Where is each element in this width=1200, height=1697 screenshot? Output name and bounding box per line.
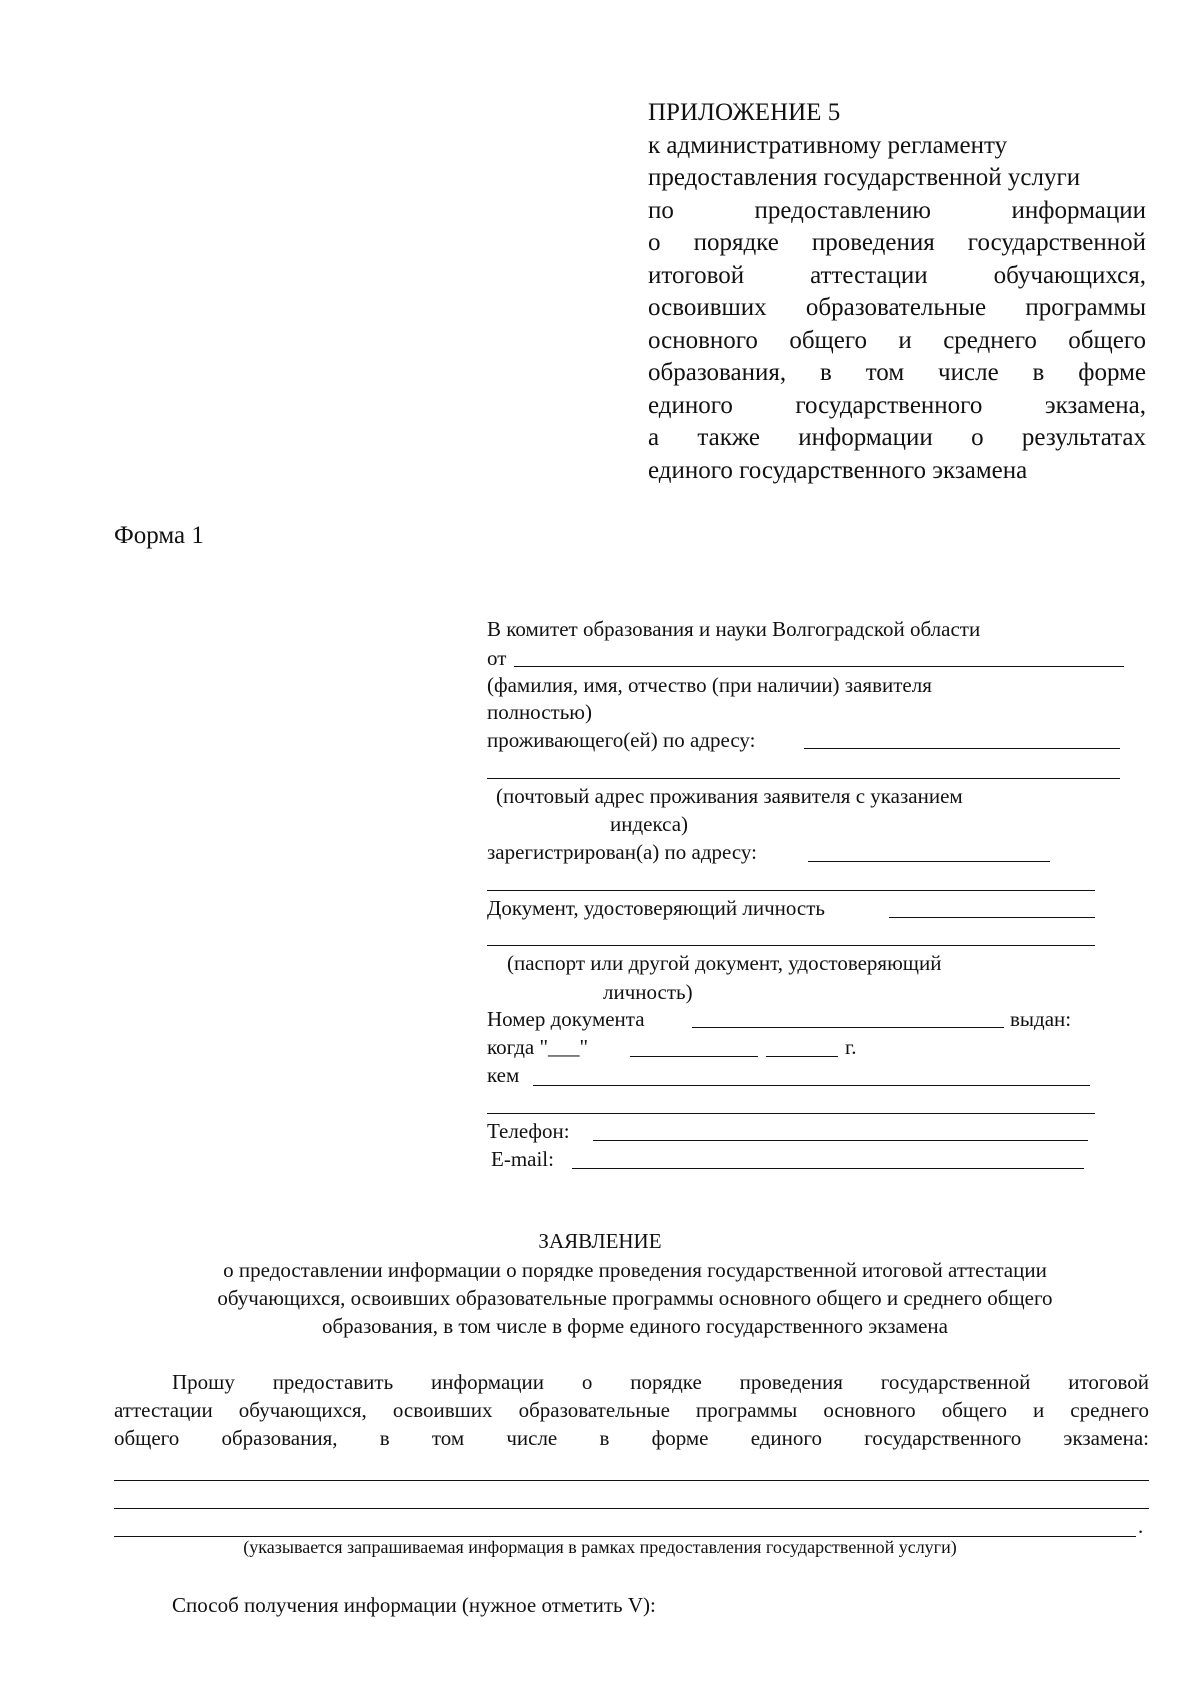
addressee-to: В комитет образования и науки Волгоградской области [487,617,981,641]
issued-by-field-2[interactable] [487,1113,1095,1114]
residence-label: проживающего(ей) по адресу: [487,728,756,752]
form-label: Форма 1 [114,522,204,549]
registered-address-field[interactable] [808,861,1050,862]
appendix-line: а также информации о результатах [648,424,1146,451]
appendix-header [648,97,1146,487]
passport-hint: личность) [603,980,693,1004]
appendix-line: предоставления государственной услуги [648,164,1081,191]
passport-hint: (паспорт или другой документ, удостоверяющий [507,951,942,975]
appendix-line: к административному регламенту [648,131,1008,159]
receipt-method-label: Способ получения информации (нужное отметить V): [172,1593,656,1617]
from-label: от [487,646,507,670]
postal-hint: индекса) [610,812,689,836]
subtitle-line: образования, в том числе в форме единого государственного экзамена [321,1314,948,1338]
id-doc-field[interactable] [889,917,1095,918]
when-label: когда "___" [487,1035,589,1059]
appendix-line: основного общего и среднего общего [648,326,1146,354]
by-whom-label: кем [487,1063,520,1087]
body-line: аттестации обучающихся, освоивших образовательные программы основного общего и среднего [114,1398,1149,1422]
doc-number-field[interactable] [692,1027,1004,1028]
issued-by-field[interactable] [533,1085,1090,1086]
statement-subtitle [100,1256,1170,1340]
request-info-note: (указывается запрашиваемая информация в рамках предоставления государственной услуги) [243,1537,957,1557]
residence-address-field[interactable] [804,748,1120,749]
appendix-line: образования, в том числе в форме [648,359,1146,386]
issue-year-field[interactable] [766,1056,838,1057]
residence-address-field-2[interactable] [487,778,1120,779]
subtitle-line: о предоставлении информации о порядке проведения государственной итоговой аттестации [223,1258,1047,1282]
request-info-line-1[interactable] [114,1480,1149,1481]
doc-number-label: Номер документа [487,1007,645,1031]
postal-hint: (почтовый адрес проживания заявителя с указанием [496,784,963,808]
id-doc-field-2[interactable] [487,945,1095,946]
request-info-line-2[interactable] [114,1508,1149,1509]
subtitle-line: обучающихся, освоивших образовательные программы основного общего и среднего общего [217,1286,1053,1310]
email-field[interactable] [572,1168,1084,1169]
name-hint: (фамилия, имя, отчество (при наличии) заявителя [487,673,932,697]
body-line: общего образования, в том числе в форме единого государственного экзамена: [114,1426,1149,1450]
id-doc-label: Документ, удостоверяющий личность [487,896,825,920]
registered-address-field-2[interactable] [487,890,1095,891]
appendix-line: итоговой аттестации обучающихся, [648,261,1146,289]
phone-field[interactable] [593,1140,1088,1141]
appendix-line: о порядке проведения государственной [648,229,1146,256]
appendix-line: единого государственного экзамена [648,456,1028,484]
line-end-period: . [1138,1514,1144,1538]
email-label: E-mail: [491,1147,554,1171]
year-suffix: г. [845,1035,857,1059]
appendix-line: освоивших образовательные программы [648,294,1146,321]
statement-body [114,1368,1149,1452]
issued-label: выдан: [1010,1007,1072,1031]
body-line: Прошу предоставить информации о порядке проведения государственной итоговой [172,1370,1149,1394]
issue-month-field[interactable] [630,1056,758,1057]
registered-label: зарегистрирован(а) по адресу: [487,840,757,864]
appendix-title: ПРИЛОЖЕНИЕ 5 [648,99,841,126]
statement-title: ЗАЯВЛЕНИЕ [538,1229,662,1253]
name-hint: полностью) [487,700,592,724]
from-name-field[interactable] [514,666,1124,667]
phone-label: Телефон: [487,1119,570,1143]
appendix-line: единого государственного экзамена, [648,391,1146,419]
appendix-line: по предоставлению информации [648,196,1146,224]
